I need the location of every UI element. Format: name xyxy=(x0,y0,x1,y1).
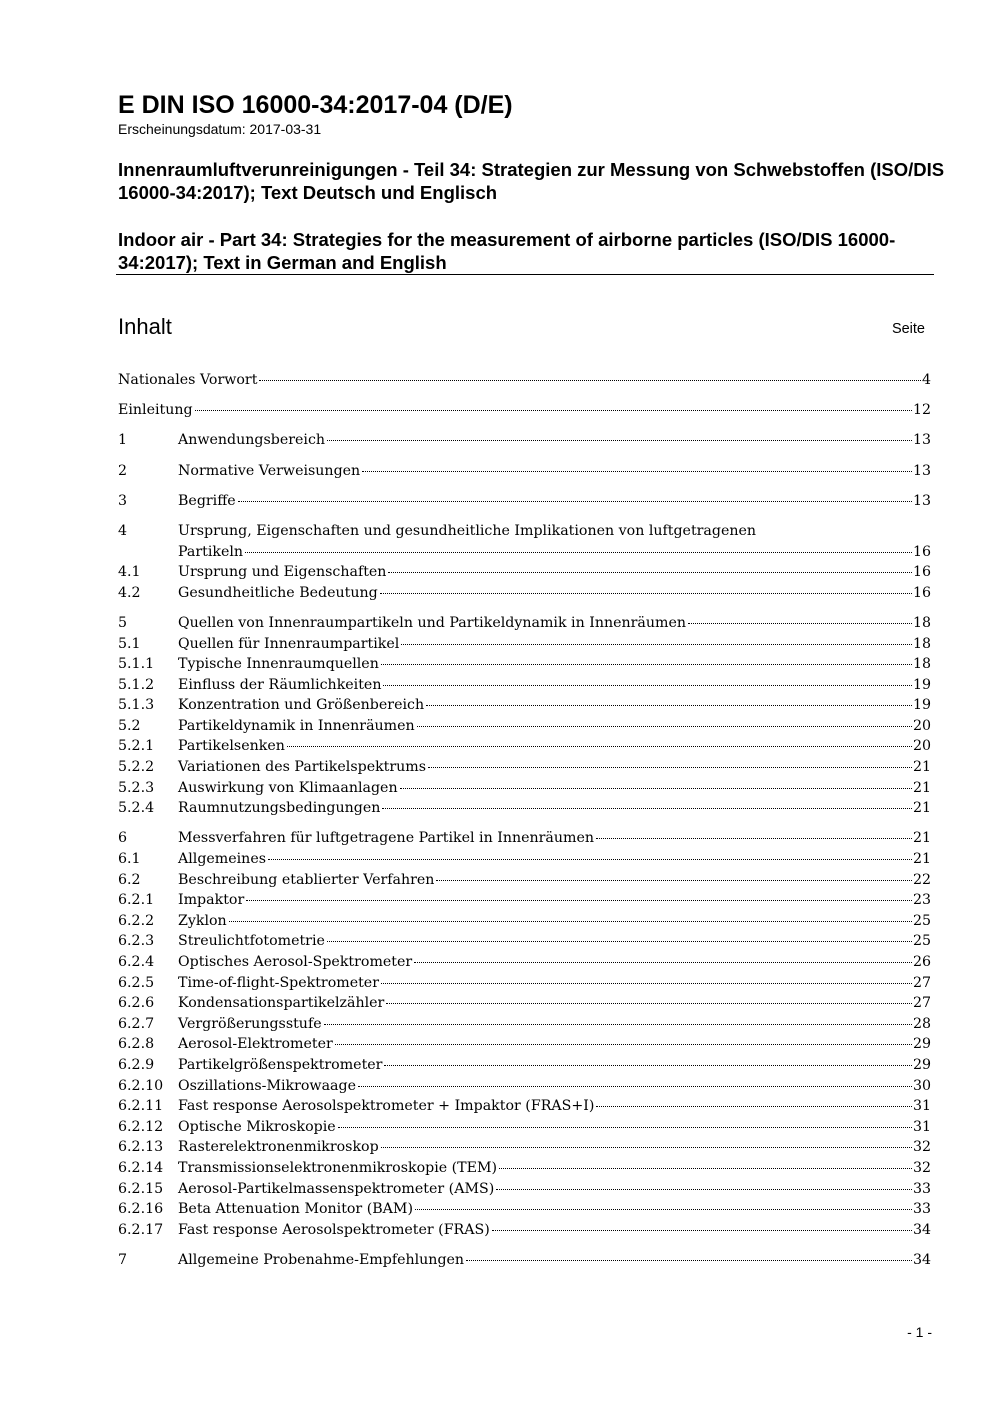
toc-entry-title-wrap xyxy=(178,736,913,757)
toc-entry-leader xyxy=(358,1086,912,1087)
toc-entry[interactable] xyxy=(118,1179,931,1200)
toc-page-column-label: Seite xyxy=(891,321,925,337)
toc-entry-page: 13 xyxy=(912,432,931,449)
toc-entry-leader xyxy=(496,1189,912,1190)
toc-entry-title-wrap xyxy=(178,1014,913,1035)
toc-entry-title: Rasterelektronenmikroskop xyxy=(178,1139,379,1156)
toc-entry-title: Typische Innenraumquellen xyxy=(178,656,379,673)
toc-entry[interactable] xyxy=(118,613,931,634)
toc-entry[interactable] xyxy=(118,1220,931,1241)
toc-entry-title: Einfluss der Räumlichkeiten xyxy=(178,676,382,693)
toc-entry-page: 20 xyxy=(912,738,931,755)
toc-entry-leader xyxy=(388,572,912,573)
toc-entry-title: Transmissionselektronenmikroskopie (TEM) xyxy=(178,1159,498,1176)
toc-entry-title: Raumnutzungsbedingungen xyxy=(178,800,381,817)
toc-entry-page: 31 xyxy=(912,1098,931,1115)
toc-entry-title-wrap xyxy=(178,931,913,952)
toc-entry-page: 21 xyxy=(912,830,931,847)
toc-entry-leader xyxy=(362,471,912,472)
toc-entry-line xyxy=(118,993,931,1014)
toc-entry[interactable] xyxy=(118,1250,931,1271)
toc-entry-title: Variationen des Partikelspektrums xyxy=(178,759,427,776)
toc-entry-leader xyxy=(400,788,912,789)
toc-entry-title-continued: Partikeln xyxy=(178,543,244,560)
toc-entry-number: 6.2.14 xyxy=(118,1159,164,1176)
toc-entry-number: 5.2.3 xyxy=(118,779,155,796)
toc-entry-title-wrap xyxy=(178,1179,913,1200)
toc-entry[interactable] xyxy=(118,870,931,891)
toc-entry[interactable] xyxy=(118,890,931,911)
toc-entry-page: 27 xyxy=(912,974,931,991)
toc-entry-leader xyxy=(596,1106,912,1107)
toc-entry-title-wrap xyxy=(178,1096,913,1117)
toc-entry-leader xyxy=(466,1260,912,1261)
toc-entry-leader xyxy=(245,552,912,553)
toc-entry-first-line xyxy=(118,521,931,542)
toc-entry-line xyxy=(118,911,931,932)
page-number: - 1 - xyxy=(907,1324,932,1340)
toc-entry-line xyxy=(118,1199,931,1220)
toc-entry-title: Optische Mikroskopie xyxy=(178,1118,336,1135)
toc-entry-line xyxy=(118,1179,931,1200)
toc-entry-page: 18 xyxy=(912,656,931,673)
toc-entry-leader xyxy=(415,1209,912,1210)
toc-entry-line xyxy=(118,736,931,757)
toc-entry-page: 16 xyxy=(912,564,931,581)
toc-entry-title: Beta Attenuation Monitor (BAM) xyxy=(178,1201,413,1218)
toc-entry-leader xyxy=(436,880,912,881)
toc-entry-line xyxy=(118,430,931,451)
toc-entry-title: Impaktor xyxy=(178,892,245,909)
toc-entry[interactable] xyxy=(118,491,931,512)
toc-entry-page: 32 xyxy=(912,1139,931,1156)
toc-entry-line xyxy=(118,1158,931,1179)
toc-entry-title: Partikeldynamik in Innenräumen xyxy=(178,717,415,734)
toc-entry-page: 26 xyxy=(912,954,931,970)
toc-entry-number: 2 xyxy=(118,462,128,479)
toc-entry-leader xyxy=(259,380,921,381)
toc-entry-line xyxy=(118,1096,931,1117)
toc-entry[interactable] xyxy=(118,1117,931,1138)
toc-entry-title: Kondensationspartikelzähler xyxy=(178,995,385,1012)
toc-entry-leader xyxy=(238,501,912,502)
toc-entry-number: 6.2.5 xyxy=(118,974,155,991)
toc-entry-page: 4 xyxy=(921,372,931,388)
toc-entry-page: 32 xyxy=(912,1159,931,1176)
toc-entry-title-wrap xyxy=(178,613,913,634)
toc-entry-title-wrap xyxy=(178,695,913,716)
toc-entry-number: 6.2.10 xyxy=(118,1077,164,1094)
toc-entry[interactable] xyxy=(118,757,931,778)
toc-entry-leader xyxy=(195,410,912,411)
toc-entry-title-wrap xyxy=(178,870,913,891)
toc-entry-leader xyxy=(268,859,912,860)
toc-entry-leader xyxy=(381,1147,912,1148)
toc-entry-page: 29 xyxy=(912,1056,931,1073)
toc-entry-leader xyxy=(324,1024,912,1025)
toc-entry-leader xyxy=(287,746,912,747)
toc-entry-title: Partikelsenken xyxy=(178,738,285,755)
toc-entry[interactable] xyxy=(118,1137,931,1158)
toc-entry-line xyxy=(118,1220,931,1241)
toc-entry-page: 19 xyxy=(912,697,931,714)
toc-entry-title: Ursprung und Eigenschaften xyxy=(178,564,387,581)
toc-entry-title-wrap xyxy=(178,461,913,482)
toc-entry[interactable] xyxy=(118,400,931,421)
toc-entry-title: Normative Verweisungen xyxy=(178,462,361,479)
toc-entry-leader xyxy=(401,644,912,645)
toc-entry-title: Partikelgrößenspektrometer xyxy=(178,1056,383,1073)
toc-entry-number: 6.2.12 xyxy=(118,1118,164,1135)
toc-entry-page: 25 xyxy=(912,912,931,929)
title-german: Innenraumluftverunreinigungen - Teil 34: Strategien zur Messung von Schwebstoffen (ISO/DIS 16000-34:2017); Text Deutsch und Englisch xyxy=(118,159,945,203)
toc-entry[interactable] xyxy=(118,849,931,870)
toc-entry-number: 6.2.11 xyxy=(118,1098,164,1115)
toc-entry[interactable] xyxy=(118,1096,931,1117)
toc-entry-page: 33 xyxy=(912,1180,931,1197)
toc-entry-page: 30 xyxy=(912,1077,931,1094)
toc-entry-leader xyxy=(688,623,912,624)
toc-entry-number: 6.2.2 xyxy=(118,912,155,929)
toc-entry[interactable] xyxy=(118,716,931,737)
toc-entry-title-wrap xyxy=(178,798,913,819)
toc-entry-title-wrap xyxy=(178,993,913,1014)
toc-entry-leader xyxy=(381,664,912,665)
toc-entry-leader xyxy=(596,838,912,839)
toc-entry-leader xyxy=(386,1003,912,1004)
toc-entry-number: 6 xyxy=(118,830,128,847)
toc-entry-line xyxy=(118,757,931,778)
toc-entry-line xyxy=(118,491,931,512)
toc-entry-line xyxy=(118,634,931,655)
toc-entry-line xyxy=(118,675,931,696)
toc-entry-number: 4.2 xyxy=(118,584,141,601)
toc-entry-title: Auswirkung von Klimaanlagen xyxy=(178,779,398,796)
toc-entry-leader xyxy=(383,685,911,686)
toc-entry-line xyxy=(118,613,931,634)
toc-entry-title: Konzentration und Größenbereich xyxy=(178,697,425,714)
toc-entry-number: 6.2.13 xyxy=(118,1139,164,1156)
toc-entry[interactable] xyxy=(118,695,931,716)
toc-entry-page: 20 xyxy=(912,717,931,734)
toc-entry-title: Fast response Aerosolspektrometer + Impaktor (FRAS+I) xyxy=(178,1098,595,1115)
toc-entry-title-wrap xyxy=(178,1034,913,1055)
toc-entry-title-wrap xyxy=(178,778,913,799)
toc-entry-number: 4.1 xyxy=(118,564,141,581)
toc-entry-title: Beschreibung etablierter Verfahren xyxy=(178,871,435,888)
toc-entry-number: 4 xyxy=(118,522,128,539)
toc-entry-title: Einleitung xyxy=(118,402,193,419)
toc-entry-page: 16 xyxy=(912,543,931,560)
toc-entry-title-wrap xyxy=(178,1117,913,1138)
toc-entry[interactable] xyxy=(118,778,931,799)
toc-entry[interactable] xyxy=(118,562,931,583)
toc-entry-number: 6.2.4 xyxy=(118,954,155,970)
toc-heading: Inhalt xyxy=(118,314,172,339)
toc-entry-line xyxy=(118,849,931,870)
toc-entry-page: 12 xyxy=(912,402,931,419)
toc-entry-title: Quellen für Innenraumpartikel xyxy=(178,635,400,652)
toc-entry-page: 31 xyxy=(912,1118,931,1135)
toc-entry-page: 28 xyxy=(912,1015,931,1032)
toc-entry[interactable] xyxy=(118,675,931,696)
toc-entry[interactable] xyxy=(118,952,931,973)
toc-entry-line xyxy=(118,562,931,583)
toc-entry-number: 6.2.9 xyxy=(118,1056,155,1073)
toc-entry-leader xyxy=(414,962,912,963)
toc-entry-page: 13 xyxy=(912,462,931,479)
toc-entry-title: Aerosol-Elektrometer xyxy=(178,1036,333,1053)
toc-entry-page: 22 xyxy=(912,871,931,888)
toc-entry-number: 5.1.3 xyxy=(118,697,155,714)
toc-entry-leader xyxy=(335,1044,912,1045)
toc-entry-leader xyxy=(492,1230,912,1231)
toc-entry-line xyxy=(118,370,931,391)
toc-entry-line xyxy=(118,798,931,819)
toc-entry-title: Messverfahren für luftgetragene Partikel in Innenräumen xyxy=(178,830,594,847)
toc-entry-number: 5.2 xyxy=(118,717,141,734)
toc-entry-title: Gesundheitliche Bedeutung xyxy=(178,584,378,601)
toc-entry-page: 34 xyxy=(912,1221,931,1238)
toc-entry-title-wrap xyxy=(178,634,913,655)
toc-entry[interactable] xyxy=(118,654,931,675)
toc-entry-number: 6.1 xyxy=(118,851,141,868)
toc-entry-title-wrap xyxy=(178,1199,913,1220)
toc-entry-title-wrap xyxy=(178,890,913,911)
toc-entry-line xyxy=(118,828,931,849)
toc-entry-leader xyxy=(338,1127,912,1128)
toc-entry-title-wrap xyxy=(118,400,913,421)
toc-entry-leader xyxy=(499,1168,912,1169)
toc-entry-page: 27 xyxy=(912,995,931,1012)
toc-entry-title: Time-of-flight-Spektrometer xyxy=(178,974,379,991)
toc-entry-title-wrap xyxy=(178,849,913,870)
toc-entry-title-wrap xyxy=(178,1055,913,1076)
toc-entry-title-wrap xyxy=(178,952,913,973)
toc-entry-line xyxy=(118,973,931,994)
toc-entry-title: Anwendungsbereich xyxy=(178,432,326,449)
publication-date: Erscheinungsdatum: 2017-03-31 xyxy=(118,121,322,137)
toc-entry-title-wrap xyxy=(178,583,913,604)
toc-entry-number: 6.2 xyxy=(118,871,141,888)
toc-entry-page: 19 xyxy=(912,676,931,693)
toc-entry-number: 3 xyxy=(118,492,128,509)
toc-entry-number: 6.2.7 xyxy=(118,1015,155,1032)
toc-entry-page: 29 xyxy=(912,1036,931,1053)
toc-entry[interactable] xyxy=(118,798,931,819)
toc-entry-title-wrap xyxy=(178,1158,913,1179)
toc-entry-title-wrap xyxy=(178,1250,913,1271)
toc-entry-page: 33 xyxy=(912,1201,931,1218)
toc-entry-number: 6.2.17 xyxy=(118,1221,164,1238)
toc-entry-line xyxy=(118,778,931,799)
toc-entry-leader xyxy=(246,900,912,901)
toc-entry-title-wrap xyxy=(178,491,913,512)
toc-entry-line xyxy=(118,461,931,482)
toc-entry[interactable] xyxy=(118,430,931,451)
toc-entry-number: 7 xyxy=(118,1251,128,1268)
toc-entry-title-wrap xyxy=(178,911,913,932)
toc-entry-line xyxy=(118,1014,931,1035)
toc-entry-leader xyxy=(428,767,912,768)
toc-entry[interactable] xyxy=(118,1199,931,1220)
toc-entry-number: 6.2.15 xyxy=(118,1180,164,1197)
toc-entry-page: 21 xyxy=(912,851,931,868)
toc-entry-title: Begriffe xyxy=(178,492,236,509)
toc-entry-leader xyxy=(327,941,912,942)
toc-entry-title: Quellen von Innenraumpartikeln und Partikeldynamik in Innenräumen xyxy=(178,614,687,631)
toc-entry-line xyxy=(118,870,931,891)
toc-entry[interactable] xyxy=(118,370,931,391)
toc-entry-title: Fast response Aerosolspektrometer (FRAS) xyxy=(178,1221,490,1238)
toc-entry-title: Allgemeines xyxy=(178,851,266,868)
toc-entry-page: 18 xyxy=(912,614,931,631)
toc-entry-number: 6.2.16 xyxy=(118,1201,164,1218)
toc-entry-number: 6.2.1 xyxy=(118,892,155,909)
toc-entry-line xyxy=(118,400,931,421)
toc-entry-page: 23 xyxy=(912,892,931,909)
toc-entry[interactable] xyxy=(118,736,931,757)
toc-entry-title: Ursprung, Eigenschaften und gesundheitliche Implikationen von luftgetragenen xyxy=(178,522,757,539)
toc-entry-page: 21 xyxy=(912,759,931,776)
toc-entry-leader xyxy=(381,983,912,984)
toc-entry-page: 34 xyxy=(912,1251,931,1268)
toc-entry-line xyxy=(118,716,931,737)
toc-entry-number: 5.1 xyxy=(118,635,141,652)
toc-entry-leader xyxy=(426,705,912,706)
toc-entry-leader xyxy=(382,808,912,809)
toc-entry[interactable] xyxy=(118,583,931,604)
toc-entry-number: 6.2.3 xyxy=(118,933,155,950)
toc-entry[interactable] xyxy=(118,521,931,562)
toc-entry-page: 21 xyxy=(912,800,931,817)
toc-entry-line xyxy=(118,952,931,973)
toc-entry-title-wrap xyxy=(178,1076,913,1097)
toc-entry-leader xyxy=(229,921,912,922)
toc-entry-title-wrap xyxy=(178,675,913,696)
toc-entry-title: Nationales Vorwort xyxy=(118,372,258,388)
toc-entry-title-wrap xyxy=(178,828,913,849)
toc-entry-page: 18 xyxy=(912,635,931,652)
toc-entry-page: 25 xyxy=(912,933,931,950)
toc-entry-line xyxy=(118,583,931,604)
table-of-contents xyxy=(118,370,931,1271)
toc-entry-title: Streulichtfotometrie xyxy=(178,933,325,950)
toc-entry-title-wrap xyxy=(178,1137,913,1158)
toc-entry-leader xyxy=(380,593,912,594)
toc-entry-title: Optisches Aerosol-Spektrometer xyxy=(178,954,413,970)
toc-entry-number: 6.2.6 xyxy=(118,995,155,1012)
toc-entry-number: 5.2.2 xyxy=(118,759,155,776)
toc-entry-line xyxy=(118,1034,931,1055)
toc-entry-line xyxy=(118,654,931,675)
toc-entry[interactable] xyxy=(118,461,931,482)
toc-entry-line xyxy=(118,1076,931,1097)
toc-entry-leader xyxy=(384,1065,911,1066)
toc-entry-title-wrap xyxy=(178,562,913,583)
toc-entry-line xyxy=(118,931,931,952)
toc-entry[interactable] xyxy=(118,828,931,849)
toc-entry[interactable] xyxy=(118,1055,931,1076)
toc-entry[interactable] xyxy=(118,634,931,655)
toc-entry-number: 5 xyxy=(118,614,128,631)
toc-entry[interactable] xyxy=(118,1076,931,1097)
toc-entry-title-wrap xyxy=(118,370,922,391)
toc-entry[interactable] xyxy=(118,1034,931,1055)
toc-entry-title-wrap xyxy=(178,716,913,737)
toc-entry[interactable] xyxy=(118,911,931,932)
toc-entry-title: Vergrößerungsstufe xyxy=(178,1015,322,1032)
toc-entry-number: 6.2.8 xyxy=(118,1036,155,1053)
toc-entry-title-wrap xyxy=(178,1220,913,1241)
toc-entry-number: 5.2.1 xyxy=(118,738,155,755)
toc-entry-leader xyxy=(327,440,912,441)
toc-entry-number: 5.1.1 xyxy=(118,656,155,673)
toc-entry-line xyxy=(118,1137,931,1158)
toc-entry-number: 1 xyxy=(118,432,128,449)
toc-entry-title: Allgemeine Probenahme-Empfehlungen xyxy=(178,1251,465,1268)
toc-entry-title: Zyklon xyxy=(178,912,227,929)
toc-entry-title: Oszillations-Mikrowaage xyxy=(178,1077,356,1094)
header-divider xyxy=(116,274,934,275)
toc-entry-page: 13 xyxy=(912,492,931,509)
toc-entry[interactable] xyxy=(118,1158,931,1179)
toc-entry[interactable] xyxy=(118,973,931,994)
document-title: E DIN ISO 16000-34:2017-04 (D/E) xyxy=(118,91,513,119)
title-english: Indoor air - Part 34: Strategies for the measurement of airborne particles (ISO/DIS 16000-34:2017); Text in German and English xyxy=(118,229,896,273)
toc-entry-number: 5.1.2 xyxy=(118,676,155,693)
toc-entry-title: Aerosol-Partikelmassenspektrometer (AMS) xyxy=(178,1180,495,1197)
toc-entry-leader xyxy=(417,726,912,727)
toc-entry-title-wrap xyxy=(178,542,913,563)
toc-entry[interactable] xyxy=(118,993,931,1014)
toc-entry-title-wrap xyxy=(178,430,913,451)
toc-entry-line xyxy=(118,1117,931,1138)
toc-entry-line xyxy=(118,1250,931,1271)
toc-entry-number: 5.2.4 xyxy=(118,800,155,817)
toc-entry-line xyxy=(118,695,931,716)
toc-entry-line xyxy=(118,542,931,563)
toc-entry[interactable] xyxy=(118,1014,931,1035)
toc-entry-title-wrap xyxy=(178,757,913,778)
toc-entry[interactable] xyxy=(118,931,931,952)
toc-entry-page: 21 xyxy=(912,779,931,796)
toc-entry-title-wrap xyxy=(178,973,913,994)
toc-entry-page: 16 xyxy=(912,584,931,601)
toc-entry-title-wrap xyxy=(178,654,913,675)
toc-entry-line xyxy=(118,1055,931,1076)
toc-entry-line xyxy=(118,890,931,911)
